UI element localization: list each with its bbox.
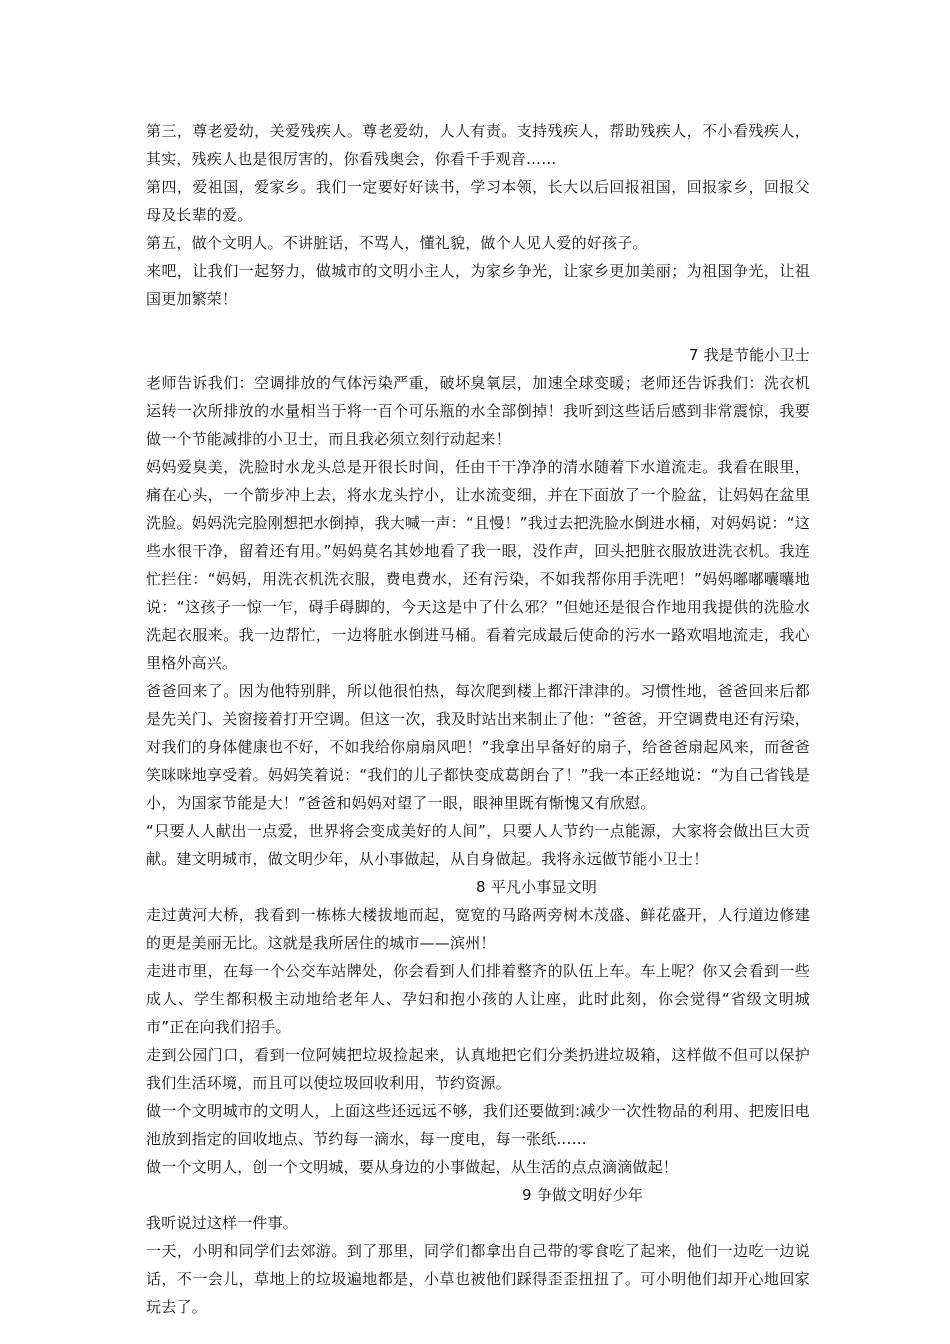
section-title-8: 8 平凡小事显文明 bbox=[476, 878, 598, 896]
blank-line bbox=[146, 313, 810, 341]
document-body bbox=[146, 117, 810, 1321]
paragraph: “只要人人献出一点爱，世界将会变成美好的人间”，只要人人节约一点能源，大家将会做出巨大贡献。建文明城市，做文明少年，从小事做起，从自身做起。我将永远做节能小卫士！ bbox=[146, 822, 810, 868]
paragraph: 一天，小明和同学们去郊游。到了那里，同学们都拿出自己带的零食吃了起来，他们一边吃一边说话，不一会儿，草地上的垃圾遍地都是，小草也被他们踩得歪歪扭扭了。可小明他们却开心地回家玩去了。 bbox=[146, 1242, 810, 1316]
paragraph: 妈妈爱臭美，洗脸时水龙头总是开很长时间，任由干干净净的清水随着下水道流走。我看在眼里，痛在心头，一个箭步冲上去，将水龙头拧小，让水流变细，并在下面放了一个脸盆，让妈妈在盆里洗脸。妈妈洗完脸刚想把水倒掉，我大喊一声：“且慢！”我过去把洗脸水倒进水桶，对妈妈说：“这些水很干净，留着还有用。”妈妈莫名其妙地看了我一眼，没作声，回头把脏衣服放进洗衣机。我连忙拦住：“妈妈，用洗衣机洗衣服，费电费水，还有污染，不如我帮你用手洗吧！”妈妈嘟嘟囔囔地说：“这孩子一惊一乍，碍手碍脚的，今天这是中了什么邪？”但她还是很合作地用我提供的洗脸水洗起衣服来。我一边帮忙，一边将脏水倒进马桶。看着完成最后使命的污水一路欢唱地流走，我心里格外高兴。 bbox=[146, 458, 810, 672]
section-title-9: 9 争做文明好少年 bbox=[522, 1186, 644, 1204]
paragraph: 第四，爱祖国，爱家乡。我们一定要好好读书，学习本领，长大以后回报祖国，回报家乡，回报父母及长辈的爱。 bbox=[146, 178, 810, 224]
paragraph: 爸爸回来了。因为他特别胖，所以他很怕热，每次爬到楼上都汗津津的。习惯性地，爸爸回来后都是先关门、关窗接着打开空调。但这一次，我及时站出来制止了他：“爸爸，开空调费电还有污染，对我们的身体健康也不好，不如我给你扇扇风吧！”我拿出早备好的扇子，给爸爸扇起风来，而爸爸笑咪咪地享受着。妈妈笑着说：“我们的儿子都快变成葛朗台了！”我一本正经地说：“为自己省钱是小，为国家节能是大！”爸爸和妈妈对望了一眼，眼神里既有惭愧又有欣慰。 bbox=[146, 682, 810, 812]
paragraph: 我听说过这样一件事。 bbox=[146, 1214, 299, 1232]
paragraph: 第五，做个文明人。不讲脏话，不骂人，懂礼貌，做个人见人爱的好孩子。 bbox=[146, 234, 648, 252]
paragraph: 走过黄河大桥，我看到一栋栋大楼拔地而起，宽宽的马路两旁树木茂盛、鲜花盛开，人行道边修建的更是美丽无比。这就是我所居住的城市——滨州！ bbox=[146, 906, 810, 952]
paragraph: 来吧，让我们一起努力，做城市的文明小主人，为家乡争光，让家乡更加美丽；为祖国争光，让祖国更加繁荣！ bbox=[146, 262, 810, 308]
paragraph: 老师告诉我们：空调排放的气体污染严重，破坏臭氧层，加速全球变暖；老师还告诉我们：洗衣机运转一次所排放的水量相当于将一百个可乐瓶的水全部倒掉！我听到这些话后感到非常震惊，我要做一个节能减排的小卫士，而且我必须立刻行动起来！ bbox=[146, 374, 810, 448]
paragraph: 走进市里，在每一个公交车站牌处，你会看到人们排着整齐的队伍上车。车上呢？你又会看到一些成人、学生都积极主动地给老年人、孕妇和抱小孩的人让座，此时此刻，你会觉得“省级文明城市”正在向我们招手。 bbox=[146, 962, 810, 1036]
section-title-7: 7 我是节能小卫士 bbox=[688, 346, 810, 364]
paragraph: 做一个文明城市的文明人，上面这些还远远不够，我们还要做到:减少一次性物品的利用、把废旧电池放到指定的回收地点、节约每一滴水，每一度电，每一张纸…… bbox=[146, 1102, 810, 1148]
paragraph: 第三，尊老爱幼，关爱残疾人。尊老爱幼，人人有责。支持残疾人，帮助残疾人，不小看残疾人，其实，残疾人也是很厉害的，你看残奥会，你看千手观音…… bbox=[146, 122, 810, 168]
paragraph: 走到公园门口，看到一位阿姨把垃圾捡起来，认真地把它们分类扔进垃圾箱，这样做不但可以保护我们生活环境，而且可以使垃圾回收利用，节约资源。 bbox=[146, 1046, 810, 1092]
paragraph: 做一个文明人，创一个文明城，要从身边的小事做起，从生活的点点滴滴做起！ bbox=[146, 1158, 679, 1176]
